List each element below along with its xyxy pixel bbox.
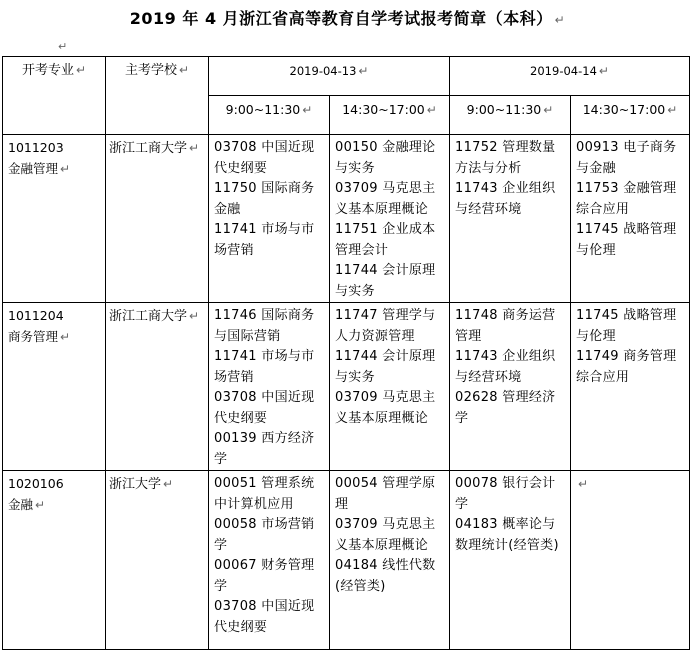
course-item: 11751 企业成本管理会计 <box>335 222 436 258</box>
major-name: 金融 ↵ <box>8 496 46 512</box>
table-row <box>3 471 690 650</box>
paragraph-mark-icon: ↵ <box>189 141 200 155</box>
course-item: 11741 市场与市场营销 <box>214 222 315 258</box>
page-title: 2019 年 4 月浙江省高等教育自学考试报考简章（本科） ↵ <box>129 9 566 28</box>
major-code: 1020106 <box>8 476 64 491</box>
paragraph-mark-icon: ↵ <box>178 63 190 77</box>
header-major: 开考专业 ↵ <box>3 57 106 135</box>
paragraph-mark-icon: ↵ <box>598 64 609 78</box>
header-time-2: 14:30~17:00 ↵ <box>330 96 450 135</box>
course-item: 11741 市场与市场营销 <box>214 349 315 385</box>
course-item: 11743 企业组织与经营环境 <box>455 181 556 217</box>
course-item: 03709 马克思主义基本原理概论 <box>335 517 436 553</box>
header-time-1: 9:00~11:30 ↵ <box>209 96 330 135</box>
course-item: 00054 管理学原理 <box>335 476 436 512</box>
course-item: 11744 会计原理与实务 <box>335 349 436 385</box>
course-item: 04183 概率论与数理统计(经管类) <box>455 517 559 553</box>
course-item: 04184 线性代数(经管类) <box>335 558 436 594</box>
paragraph-mark-icon: ↵ <box>426 103 437 117</box>
paragraph-mark-icon: ↵ <box>543 103 554 117</box>
course-item: 00058 市场营销学 <box>214 517 315 553</box>
paragraph-mark-icon: ↵ <box>35 497 46 512</box>
course-item: 11747 管理学与人力资源管理 <box>335 308 436 344</box>
course-cell <box>571 135 690 303</box>
school-cell: 浙江大学 ↵ <box>106 471 209 650</box>
course-cell <box>450 471 571 650</box>
course-item: 03708 中国近现代史纲要 <box>214 390 315 426</box>
paragraph-mark-icon: ↵ <box>554 13 566 27</box>
course-cell <box>450 303 571 471</box>
course-item: 00150 金融理论与实务 <box>335 140 436 176</box>
course-cell <box>330 303 450 471</box>
header-date-1: 2019-04-13 ↵ <box>209 57 450 96</box>
course-item: 00139 西方经济学 <box>214 431 315 467</box>
table-row <box>3 135 690 303</box>
major-name: 金融管理 ↵ <box>8 160 71 176</box>
course-item: 03708 中国近现代史纲要 <box>214 140 315 176</box>
course-item: 11749 商务管理综合应用 <box>576 349 677 385</box>
course-item: 00067 财务管理学 <box>214 558 315 594</box>
paragraph-mark-icon: ↵ <box>60 161 71 176</box>
course-item: 11744 会计原理与实务 <box>335 263 436 299</box>
school-cell: 浙江工商大学 ↵ <box>106 135 209 303</box>
major-code: 1011203 <box>8 140 64 155</box>
paragraph-mark-icon: ↵ <box>189 309 200 323</box>
course-cell <box>209 303 330 471</box>
major-cell <box>3 471 106 650</box>
header-time-3: 9:00~11:30 ↵ <box>450 96 571 135</box>
school-cell: 浙江工商大学 ↵ <box>106 303 209 471</box>
course-cell <box>450 135 571 303</box>
paragraph-mark-icon: ↵ <box>667 103 678 117</box>
paragraph-mark-icon: ↵ <box>60 329 71 344</box>
course-item: 11752 管理数量方法与分析 <box>455 140 556 176</box>
paragraph-mark-icon: ↵ <box>163 477 174 491</box>
paragraph-mark-icon: ↵ <box>58 40 68 53</box>
course-item: 11743 企业组织与经营环境 <box>455 349 556 385</box>
course-item: 03709 马克思主义基本原理概论 <box>335 181 436 217</box>
paragraph-mark-icon: ↵ <box>75 63 87 77</box>
course-item: 00051 管理系统中计算机应用 <box>214 476 315 512</box>
course-cell-empty <box>571 471 690 650</box>
header-school: 主考学校 ↵ <box>106 57 209 135</box>
paragraph-mark-icon: ↵ <box>358 64 369 78</box>
course-cell <box>330 471 450 650</box>
course-item: 11750 国际商务金融 <box>214 181 315 217</box>
course-item: 02628 管理经济学 <box>455 390 556 426</box>
major-cell <box>3 135 106 303</box>
paragraph-mark-icon: ↵ <box>302 103 313 117</box>
course-item: 03708 中国近现代史纲要 <box>214 599 315 635</box>
course-item: 00913 电子商务与金融 <box>576 140 677 176</box>
course-cell <box>330 135 450 303</box>
major-code: 1011204 <box>8 308 64 323</box>
course-item: 11745 战略管理与伦理 <box>576 308 677 344</box>
course-cell <box>209 471 330 650</box>
course-item: 11745 战略管理与伦理 <box>576 222 677 258</box>
course-cell <box>209 135 330 303</box>
header-date-2: 2019-04-14 ↵ <box>450 57 690 96</box>
course-item: 03709 马克思主义基本原理概论 <box>335 390 436 426</box>
course-item: 11746 国际商务与国际营销 <box>214 308 315 344</box>
major-name: 商务管理 ↵ <box>8 328 71 344</box>
course-cell <box>571 303 690 471</box>
course-item: 00078 银行会计学 <box>455 476 556 512</box>
header-time-4: 14:30~17:00 ↵ <box>571 96 690 135</box>
course-item: 11753 金融管理综合应用 <box>576 181 677 217</box>
exam-schedule-table <box>2 56 690 650</box>
course-item: 11748 商务运营管理 <box>455 308 556 344</box>
major-cell <box>3 303 106 471</box>
table-row <box>3 303 690 471</box>
paragraph-mark-icon: ↵ <box>578 477 589 491</box>
